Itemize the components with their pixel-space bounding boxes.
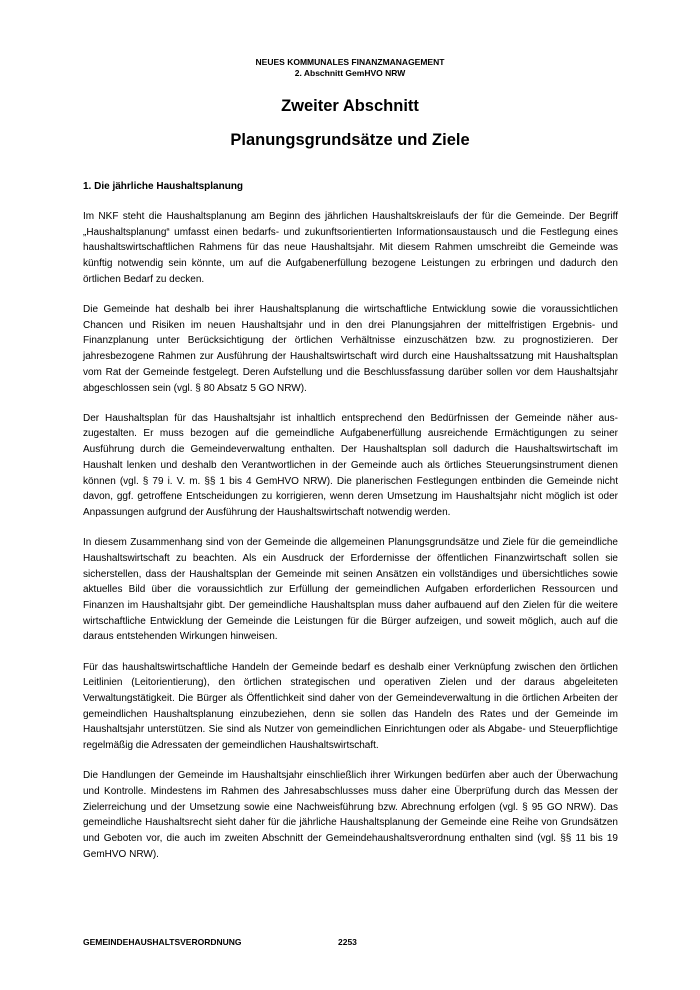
paragraph: In diesem Zusammenhang sind von der Gemeinde die allgemeinen Planungsgrundsätze und Ziele für die gemeindliche Haushaltswirtschaft zu beachten. Als ein Ausdruck der Erfordernisse der öffentlichen Finanzwirtschaft sollen sie sicherstellen, dass der Haushaltsplan der Gemeinde mit seinen Ansätzen ein vollständiges und übersichtliches sowie aktuelles Bild über die voraussichtlich zur Erfüllung der gemeindlichen Aufgaben erforderlichen Ressourcen und Finanzen im Haushaltsjahr gibt. Der gemeindliche Haushaltsplan muss daher aufbauend auf den Zielen für die weitere wirtschaftliche Entwicklung der Gemeinde die Leistungen für die Bürger aufzeigen, und soweit möglich, auch auf die daraus entstehenden Wirkungen hinweisen. xyxy=(83,537,618,643)
page-number: 2253 xyxy=(338,937,357,947)
paragraph: Die Gemeinde hat deshalb bei ihrer Haushaltsplanung die wirtschaftliche Entwicklung sowie die voraussichtlichen Chancen und Risiken im neuen Haushaltsjahr und in den drei Planungsjahren der mittelfristigen Ergebnis- und Finanzplanung unter Berücksichtigung der örtlichen Verhältnisse einzuschätzen bzw. zu prognostizieren. Der jahresbezogene Rahmen zur Ausführung der Haushaltswirtschaft wird durch eine Haushaltssatzung mit Haushaltsplan vom Rat der Gemeinde festgelegt. Deren Aufstellung und die Beschlussfassung darüber sollen vor dem Haushaltsjahr abgeschlossen sein (vgl. § 80 Absatz 5 GO NRW). xyxy=(83,304,618,394)
running-header xyxy=(0,57,700,79)
header-line-2: 2. Abschnitt GemHVO NRW xyxy=(294,68,406,78)
header-line-1: NEUES KOMMUNALES FINANZMANAGEMENT xyxy=(255,57,445,67)
chapter-title: Zweiter Abschnitt xyxy=(281,97,419,115)
section-heading: 1. Die jährliche Haushaltsplanung xyxy=(83,181,244,192)
body-text xyxy=(83,209,618,877)
footer-title: GEMEINDEHAUSHALTSVERORDNUNG xyxy=(83,937,242,947)
paragraph: Im NKF steht die Haushaltsplanung am Beginn des jährlichen Haushaltskreislaufs der für die Gemeinde. Der Begriff „Haushaltsplanung“ umfasst einen bedarfs- und zukunftsorientierten Informationsaustausch und die Festlegung eines haushaltswirtschaftlichen Rahmens für das neue Haushaltsjahr. Mit diesem Rahmen umschreibt die Gemeinde was künftig notwendig sein könnte, um auf die Aufgabenerfüllung bezogene Leistungen zu erbringen und dadurch den örtlichen Bedarf zu decken. xyxy=(83,211,618,285)
paragraph: Die Handlungen der Gemeinde im Haushaltsjahr einschließlich ihrer Wirkungen bedürfen aber auch der Überwachung und Kontrolle. Mindestens im Rahmen des Jahresabschlusses muss daher eine Überprüfung durch das Messen der Zielerreichung und der Umsetzung sowie eine Nachweisführung bzw. Abrechnung erfolgen (vgl. § 95 GO NRW). Das gemeindliche Haushaltsrecht sieht daher für die jährliche Haushaltsplanung der Gemeinde eine Reihe von Grundsätzen und Geboten vor, die auch im zweiten Abschnitt der Gemeindehaushaltsverordnung enthalten sind (vgl. §§ 11 bis 19 GemHVO NRW). xyxy=(83,770,618,860)
chapter-subtitle: Planungsgrundsätze und Ziele xyxy=(230,131,470,149)
paragraph: Der Haushaltsplan für das Haushaltsjahr ist inhaltlich entsprechend den Bedürfnissen der Gemeinde näher auszugestalten. Er muss bezogen auf die gemeindliche Aufgabenerfüllung ausreichende Ermächtigungen zu seiner Ausführung durch die Gemeindeverwaltung enthalten. Der Haushaltsplan soll dadurch die Haushaltswirtschaft im Haushalt lenken und deshalb den Verantwortlichen in der Gemeinde auch als örtliches Steuerungsinstrument dienen können (vgl. § 79 i. V. m. §§ 1 bis 4 GemHVO NRW). Die planerischen Festlegungen entbinden die Gemeinde nicht davon, ggf. getroffene Entscheidungen zu korrigieren, wenn deren Umsetzung im Haushaltsjahr nicht möglich ist oder Anpassungen aufgrund der Ausführung der Haushaltswirtschaft notwendig werden. xyxy=(83,412,618,518)
paragraph: Für das haushaltswirtschaftliche Handeln der Gemeinde bedarf es deshalb einer Verknüpfung zwischen den örtlichen Leitlinien (Leitorientierung), den örtlichen strategischen und operativen Zielen und der daraus abgeleiteten Verwaltungstätigkeit. Die Bürger als Öffentlichkeit sind daher von der Gemeindeverwaltung in die örtlichen Arbeiten der gemeindlichen Haushaltsplanung einzubeziehen, denn sie sollen das Handeln des Rates und der Gemeinde im Haushaltsjahr unterstützen. Sie sind als Nutzer von gemeindlichen Einrichtungen oder als Abgabe- und Steuerpflichtige regelmäßig die Adressaten der gemeindlichen Haushaltswirtschaft. xyxy=(83,661,618,752)
